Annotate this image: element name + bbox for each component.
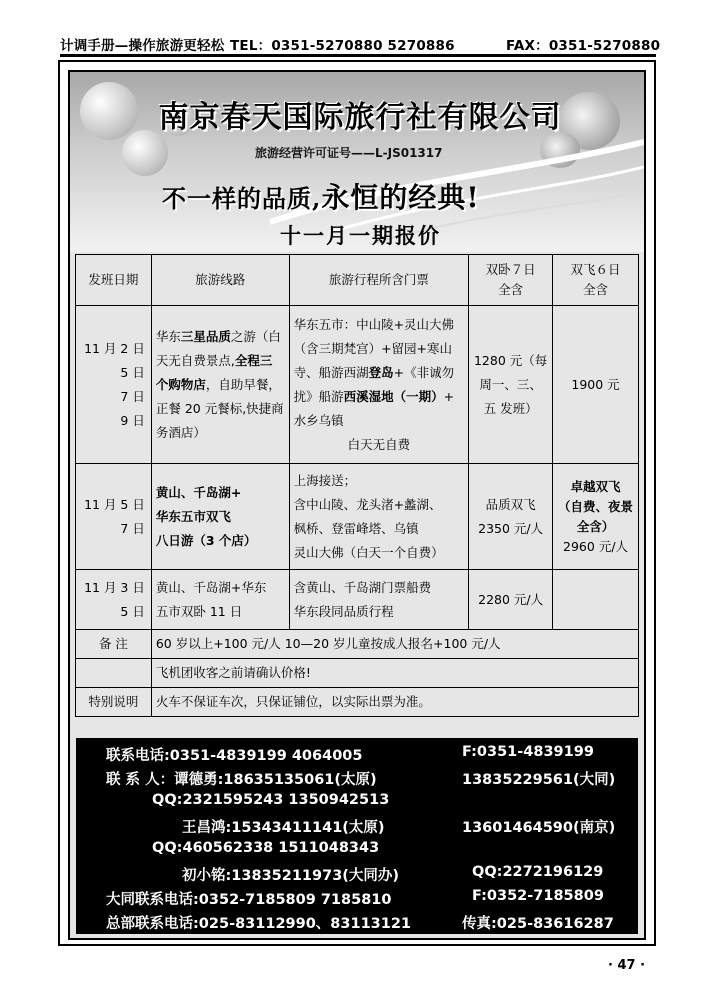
remarks-empty bbox=[76, 659, 152, 688]
date: 11 月 2 日 bbox=[84, 340, 145, 356]
tickets-cell bbox=[289, 464, 469, 570]
tickets-text: +《非诚勿扰》船游 bbox=[293, 364, 455, 404]
route-line: 八日游（3 个店） bbox=[155, 532, 257, 548]
sleeper-price: 2350 元/人 bbox=[478, 520, 544, 536]
contact-person-2: 王昌鸿:15343411141(太原) bbox=[182, 820, 385, 836]
remarks-row bbox=[76, 659, 639, 688]
remarks-label: 备 注 bbox=[76, 630, 152, 659]
license-number: 旅游经营许可证号——L-JS01317 bbox=[255, 146, 443, 160]
dates-cell bbox=[76, 306, 152, 464]
date: 5 日 bbox=[120, 603, 145, 619]
header-sleeper-line2: 全含 bbox=[498, 282, 524, 297]
table-row bbox=[76, 306, 639, 464]
remarks-text: 60 岁以上+100 元/人 10—20 岁儿童按成人报名+100 元/人 bbox=[151, 630, 638, 659]
route-line: 华东五市双飞 bbox=[155, 508, 231, 524]
route-text: ，自助早餐，正餐 20 元餐标,快捷商务酒店） bbox=[155, 376, 284, 440]
date: 7 日 bbox=[120, 388, 145, 404]
date: 11 月 5 日 bbox=[84, 496, 145, 512]
dates-cell bbox=[76, 570, 152, 630]
fly-price: 2960 元/人 bbox=[563, 538, 629, 554]
route-text: 华东 bbox=[155, 328, 181, 344]
contact-person-3: 初小铭:13835211973(大同办) bbox=[182, 868, 400, 884]
contact-block bbox=[76, 738, 638, 934]
sleeper-price-cell bbox=[469, 464, 553, 570]
tickets-text-bold: 西溪湿地（一期） bbox=[343, 388, 444, 404]
banner bbox=[70, 72, 644, 252]
header-fly-line1: 双飞６日 bbox=[570, 262, 621, 277]
header-tickets: 旅游行程所含门票 bbox=[289, 255, 469, 306]
sleeper-price-cell: 2280 元/人 bbox=[469, 570, 553, 630]
table-header-row bbox=[76, 255, 639, 306]
contact-qq-1: QQ:2321595243 1350942513 bbox=[152, 792, 390, 808]
top-header bbox=[60, 32, 661, 57]
route-cell bbox=[151, 306, 289, 464]
tickets-text: 华东五市：中山陵+灵山大佛（含三期梵宫）+留园+寒山寺、船游西湖 bbox=[293, 316, 455, 380]
tickets-line: 灵山大佛（白天一个自费） bbox=[293, 544, 444, 560]
tickets-note: 白天无自费 bbox=[347, 436, 411, 452]
route-line: 黄山、千岛湖+华东 bbox=[155, 579, 267, 595]
remarks-text: 飞机团收客之前请确认价格! bbox=[151, 659, 638, 688]
contact-phone: 联系电话:0351-4839199 4064005 bbox=[106, 748, 363, 764]
route-cell bbox=[151, 570, 289, 630]
slogan-part-1: 不一样的品质, bbox=[162, 184, 322, 213]
fly-note: （自费、夜景全含） bbox=[558, 498, 634, 534]
tickets-line: 含黄山、千岛湖门票船费 bbox=[293, 579, 432, 595]
header-sleeper-line1: 双卧７日 bbox=[485, 262, 536, 277]
route-text: 之游（白天无自费景点, bbox=[155, 328, 281, 368]
table-row bbox=[76, 464, 639, 570]
tickets-cell bbox=[289, 570, 469, 630]
datong-phone: 大同联系电话:0352-7185809 7185810 bbox=[106, 892, 392, 908]
tickets-line: 枫桥、登雷峰塔、乌镇 bbox=[293, 520, 419, 536]
route-cell bbox=[151, 464, 289, 570]
page-number: · 47 · bbox=[608, 958, 646, 973]
fly-label: 卓越双飞 bbox=[570, 478, 621, 494]
header-sleeper bbox=[469, 255, 553, 306]
period-title: 十一月一期报价 bbox=[280, 224, 441, 248]
fly-price-cell bbox=[553, 570, 639, 630]
tickets-line: 上海接送； bbox=[293, 472, 357, 488]
fly-price-cell bbox=[553, 464, 639, 570]
header-route: 旅游线路 bbox=[151, 255, 289, 306]
header-slogan: 计调手册—操作旅游更轻松 bbox=[60, 38, 225, 54]
date: 9 日 bbox=[120, 412, 145, 428]
tickets-line: 含中山陵、龙头渚+蠡湖、 bbox=[293, 496, 442, 512]
route-text-bold: 全程三个购物店 bbox=[155, 352, 273, 392]
table-row bbox=[76, 570, 639, 630]
special-row bbox=[76, 688, 639, 717]
date: 11 月 3 日 bbox=[84, 579, 145, 595]
sleeper-price-cell: 1280 元（每周一、三、五 发班） bbox=[469, 306, 553, 464]
contact-qq-2: QQ:460562338 1511048343 bbox=[152, 840, 380, 856]
date: 5 日 bbox=[120, 364, 145, 380]
contact-person-1-alt: 13835229561(大同) bbox=[462, 772, 616, 788]
ad-frame bbox=[58, 60, 656, 946]
date: 7 日 bbox=[120, 520, 145, 536]
tickets-cell bbox=[289, 306, 469, 464]
special-label: 特别说明 bbox=[76, 688, 152, 717]
route-line: 五市双卧 11 日 bbox=[155, 603, 243, 619]
route-text-bold: 三星品质 bbox=[180, 328, 231, 344]
slogan bbox=[162, 176, 480, 216]
route-line: 黄山、千岛湖+ bbox=[155, 484, 242, 500]
contact-qq-3: QQ:2272196129 bbox=[472, 864, 604, 880]
header-fax: FAX：0351-5270880 bbox=[506, 38, 661, 54]
remarks-row bbox=[76, 630, 639, 659]
price-table bbox=[75, 254, 639, 717]
company-name: 南京春天国际旅行社有限公司 bbox=[158, 100, 562, 135]
contact-person-2-alt: 13601464590(南京) bbox=[462, 820, 616, 836]
tickets-text: + 水乡乌镇 bbox=[293, 388, 455, 428]
sleeper-label: 品质双飞 bbox=[485, 496, 536, 512]
tickets-text-bold: 登岛 bbox=[368, 364, 394, 380]
dates-cell bbox=[76, 464, 152, 570]
datong-fax: F:0352-7185809 bbox=[472, 888, 604, 904]
header-date: 发班日期 bbox=[76, 255, 152, 306]
header-fly-line2: 全含 bbox=[583, 282, 609, 297]
ad-inner bbox=[68, 70, 646, 940]
header-tel: TEL：0351-5270880 5270886 bbox=[230, 38, 455, 54]
hq-phone: 总部联系电话:025-83112990、83113121 bbox=[106, 916, 412, 932]
hq-fax: 传真:025-83616287 bbox=[462, 916, 614, 932]
contact-person-1: 联 系 人：谭德勇:18635135061(太原) bbox=[106, 772, 377, 788]
slogan-part-2: 永恒的经典! bbox=[321, 181, 480, 214]
fly-price-cell: 1900 元 bbox=[553, 306, 639, 464]
header-fly bbox=[553, 255, 639, 306]
tickets-line: 华东段同品质行程 bbox=[293, 603, 394, 619]
contact-fax: F:0351-4839199 bbox=[462, 744, 594, 760]
special-text: 火车不保证车次，只保证铺位，以实际出票为准。 bbox=[151, 688, 638, 717]
